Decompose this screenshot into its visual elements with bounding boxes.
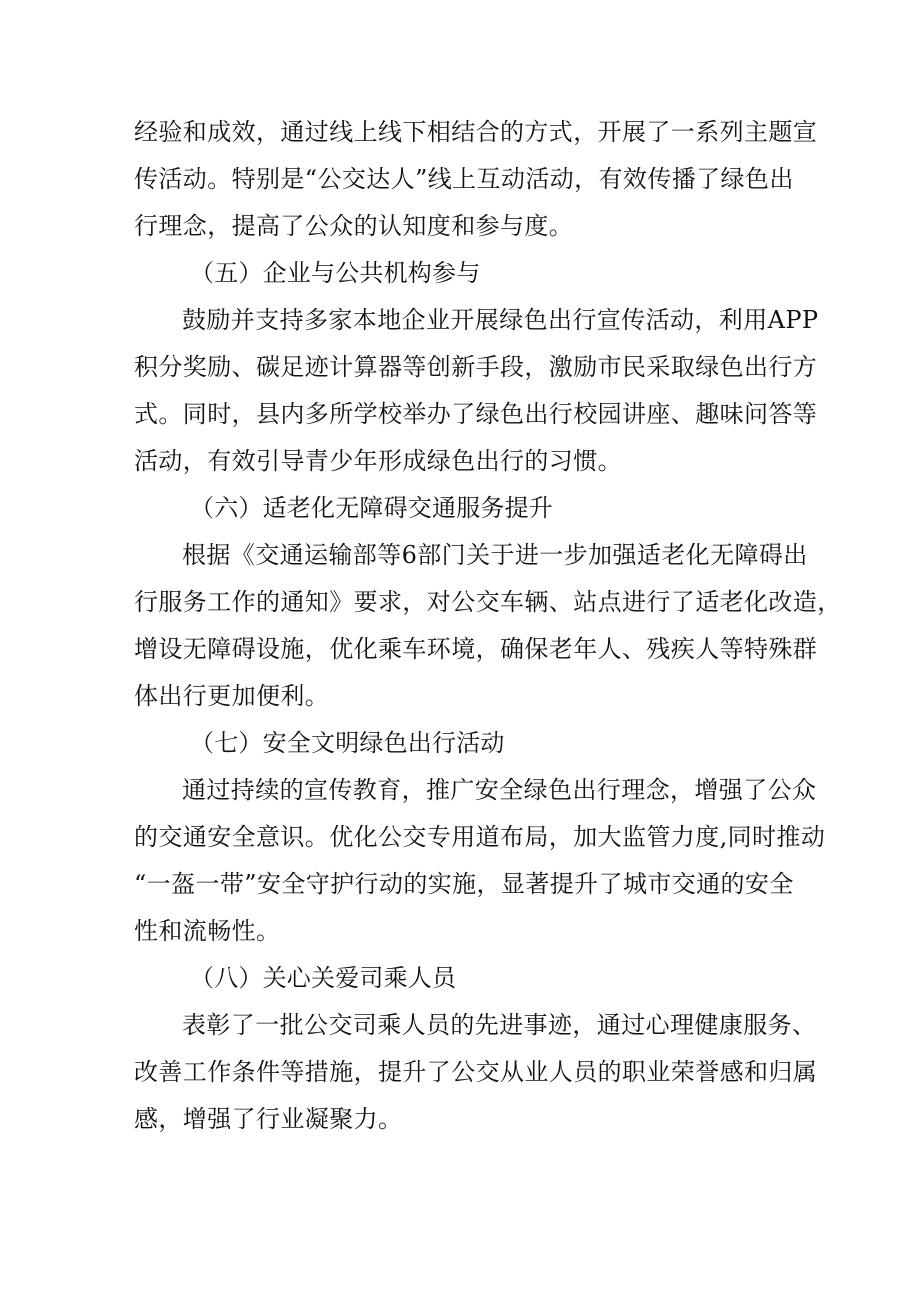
paragraph-line: 通过持续的宣传教育，推广安全绿色出行理念，增强了公众 xyxy=(182,776,817,804)
paragraph-line: 改善工作条件等措施，提升了公交从业人员的职业荣誉感和归属 xyxy=(134,1058,818,1086)
paragraph-line: 鼓励并支持多家本地企业开展绿色出行宣传活动，利用APP xyxy=(182,306,819,334)
section-heading: （六）适老化无障碍交通服务提升 xyxy=(190,494,553,522)
paragraph-line: 感，增强了行业凝聚力。 xyxy=(134,1105,403,1133)
paragraph-line: 经验和成效，通过线上线下相结合的方式，开展了一系列主题宣 xyxy=(134,118,818,146)
paragraph-line: 活动，有效引导青少年形成绿色出行的习惯。 xyxy=(134,447,622,475)
paragraph-line: “一盔一带”安全守护行动的实施，显著提升了城市交通的安全 xyxy=(134,870,794,898)
paragraph-line: 的交通安全意识。优化公交专用道布局，加大监管力度,同时推动 xyxy=(134,823,826,851)
paragraph-line: 体出行更加便利。 xyxy=(134,682,330,710)
section-heading: （五）企业与公共机构参与 xyxy=(190,259,481,287)
paragraph-line: 行服务工作的通知》要求，对公交车辆、站点进行了适老化改造， xyxy=(134,588,842,616)
paragraph-line: 表彰了一批公交司乘人员的先进事迹，通过心理健康服务、 xyxy=(182,1011,817,1039)
section-heading: （八）关心关爱司乘人员 xyxy=(190,964,457,992)
paragraph-line: 积分奖励、碳足迹计算器等创新手段，激励市民采取绿色出行方 xyxy=(134,353,818,381)
paragraph-line: 增设无障碍设施，优化乘车环境，确保老年人、残疾人等特殊群 xyxy=(134,635,818,663)
paragraph-line: 传活动。特别是“公交达人”线上互动活动，有效传播了绿色出 xyxy=(134,165,794,193)
paragraph-line: 根据《交通运输部等6部门关于进一步加强适老化无障碍出 xyxy=(182,541,808,569)
paragraph-line: 行理念，提高了公众的认知度和参与度。 xyxy=(134,212,574,240)
paragraph-line: 性和流畅性。 xyxy=(134,917,281,945)
paragraph-line: 式。同时，县内多所学校举办了绿色出行校园讲座、趣味问答等 xyxy=(134,400,818,428)
section-heading: （七）安全文明绿色出行活动 xyxy=(190,729,505,757)
